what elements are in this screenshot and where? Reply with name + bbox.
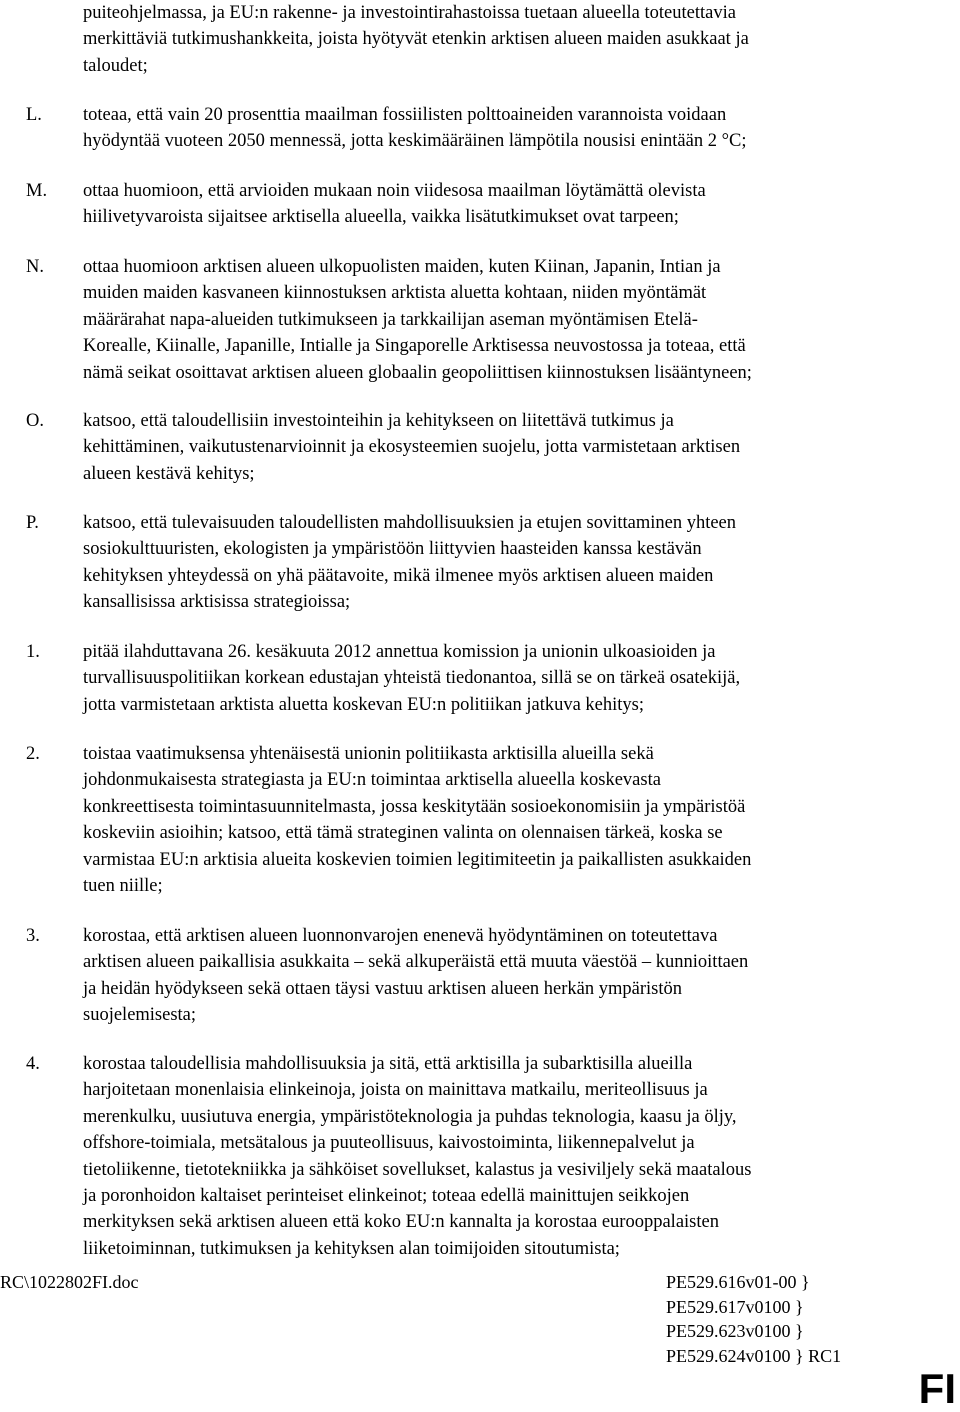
paragraph-marker: L.	[26, 105, 42, 125]
paragraph-text	[83, 178, 903, 231]
text-line: korostaa, että arktisen alueen luonnonvarojen enenevä hyödyntäminen on toteutettava	[83, 926, 718, 946]
text-line: arktisen alueen paikallisia asukkaita – sekä alkuperäistä että muuta väestöä – kunnioittaen	[83, 952, 749, 973]
text-line: turvallisuuspolitiikan korkean edustajan yhteistä tiedonantoa, sillä se on tärkeä osatekijä,	[83, 668, 741, 689]
paragraph-marker: O.	[26, 411, 44, 431]
paragraph-marker: M.	[26, 181, 48, 201]
text-line: johdonmukaisesta strategiasta ja EU:n toimintaa arktisella alueella koskevasta	[83, 770, 661, 791]
paragraph-marker: 1.	[26, 642, 40, 662]
footer-doc-reference: RC\1022802FI.doc	[0, 1272, 139, 1292]
paragraph-text	[83, 0, 903, 79]
text-line: katsoo, että tulevaisuuden taloudellisten mahdollisuuksien ja etujen sovittaminen yhteen	[83, 513, 737, 533]
paragraph-text	[83, 923, 903, 1029]
text-line: ja poronhoidon kaltaiset perinteiset elinkeinot; toteaa edellä mainittujen seikkojen	[83, 1185, 690, 1206]
text-line: tietoliikenne, tietotekniikka ja sähköiset sovellukset, kalastus ja vesiviljely sekä maatalous	[83, 1159, 752, 1180]
text-line: korostaa taloudellisia mahdollisuuksia ja sitä, että arktisilla ja subarktisilla alueilla	[83, 1054, 693, 1074]
paragraph-text	[83, 1051, 903, 1262]
paragraph-marker: 2.	[26, 744, 40, 764]
text-line: kansallisissa arktisissa strategioissa;	[83, 592, 351, 613]
text-line: kehittäminen, vaikutustenarvioinnit ja ekosysteemien suojelu, jotta varmistetaan arktisen	[83, 437, 741, 458]
text-line: muiden maiden kasvaneen kiinnostuksen arktista aluetta kohtaan, niiden myöntämät	[83, 283, 707, 304]
text-line: puiteohjelmassa, ja EU:n rakenne- ja investointirahastoissa tuetaan alueella toteutettavia	[83, 3, 736, 23]
text-line: ottaa huomioon arktisen alueen ulkopuolisten maiden, kuten Kiinan, Japanin, Intian ja	[83, 257, 721, 277]
text-line: liiketoiminnan, tutkimuksen ja kehityksen alan toimijoiden sitoutumista;	[83, 1238, 620, 1259]
text-line: koskeviin asioihin; katsoo, että tämä strateginen valinta on olennaisen tärkeä, koska se	[83, 823, 723, 844]
paragraph-marker: P.	[26, 513, 39, 533]
text-line: sosiokulttuuristen, ekologisten ja ympäristöön liittyvien haasteiden kanssa kestävän	[83, 539, 702, 560]
text-line: ja heidän hyödykseen sekä ottaen täysi vastuu arktisen alueen herkän ympäristön	[83, 978, 683, 999]
paragraph-text	[83, 510, 903, 616]
paragraph-text	[83, 254, 903, 386]
text-line: harjoitetaan monenlaisia elinkeinoja, joista on mainittava matkailu, meriteollisuus ja	[83, 1080, 708, 1101]
footer-code: PE529.624v0100 } RC1	[666, 1345, 842, 1366]
text-line: ottaa huomioon, että arvioiden mukaan noin viidesosa maailman löytämättä olevista	[83, 181, 706, 201]
text-line: varmistaa EU:n arktisia alueita koskevien toimien legitimiteetin ja paikallisten asukkaiden	[83, 849, 752, 870]
text-line: merkittäviä tutkimushankkeita, joista hyötyvät etenkin arktisen alueen maiden asukkaat ja	[83, 29, 749, 50]
text-line: tuen niille;	[83, 875, 163, 896]
text-line: jotta varmistetaan arktista aluetta koskevan EU:n politiikan jatkuva kehitys;	[83, 694, 645, 715]
footer-code: PE529.617v0100 }	[666, 1296, 804, 1317]
text-line: offshore-toimiala, metsätalous ja puuteollisuus, kaivostoiminta, liikennepalvelut ja	[83, 1133, 695, 1154]
text-line: konkreettisesta toimintasuunnitelmasta, jossa keskitytään sosioekonomisiin ja ympäristöä	[83, 796, 746, 817]
language-code: FI	[918, 1365, 956, 1412]
paragraph-text	[83, 639, 903, 718]
text-line: alueen kestävä kehitys;	[83, 463, 255, 484]
text-line: toteaa, että vain 20 prosenttia maailman fossiilisten polttoaineiden varannoista voidaan	[83, 105, 727, 125]
paragraph-marker: N.	[26, 257, 44, 277]
text-line: taloudet;	[83, 55, 148, 76]
text-line: määrärahat napa-alueiden tutkimukseen ja tarkkailijan aseman myöntämisen Etelä-	[83, 309, 698, 330]
text-line: merenkulku, uusiutuva energia, ympäristöteknologia ja puhdas teknologia, kaasu ja öljy,	[83, 1106, 737, 1127]
paragraph-text	[83, 408, 903, 487]
footer-code: PE529.623v0100 }	[666, 1321, 804, 1341]
paragraph-text	[83, 741, 903, 899]
text-line: merkityksen sekä arktisen alueen että koko EU:n kannalta ja korostaa eurooppalaisten	[83, 1212, 719, 1233]
text-line: suojelemisesta;	[83, 1005, 197, 1026]
footer-code: PE529.616v01-00 }	[666, 1272, 810, 1292]
text-line: katsoo, että taloudellisiin investointeihin ja kehitykseen on liitettävä tutkimus ja	[83, 411, 674, 431]
text-line: hiilivetyvaroista sijaitsee arktisella alueella, vaikka lisätutkimukset ovat tarpeen;	[83, 207, 679, 228]
text-line: Korealle, Kiinalle, Japanille, Intialle ja Singaporelle Arktisessa neuvostossa ja toteaa, että	[83, 336, 746, 357]
text-line: pitää ilahduttavana 26. kesäkuuta 2012 annettua komission ja unionin ulkoasioiden ja	[83, 642, 716, 662]
text-line: kehityksen yhteydessä on yhä päätavoite, mikä ilmenee myös arktisen alueen maiden	[83, 565, 714, 586]
text-line: nämä seikat osoittavat arktisen alueen globaalin geopoliittisen kiinnostuksen lisääntyneen;	[83, 362, 752, 383]
paragraph-marker: 4.	[26, 1054, 40, 1074]
paragraph-text	[83, 102, 903, 155]
paragraph-marker: 3.	[26, 926, 40, 946]
text-line: hyödyntää vuoteen 2050 mennessä, jotta keskimääräinen lämpötila nousisi enintään 2 °C;	[83, 131, 747, 152]
text-line: toistaa vaatimuksensa yhtenäisestä unionin politiikasta arktisilla alueilla sekä	[83, 744, 654, 764]
footer-pe-codes	[666, 1270, 841, 1368]
